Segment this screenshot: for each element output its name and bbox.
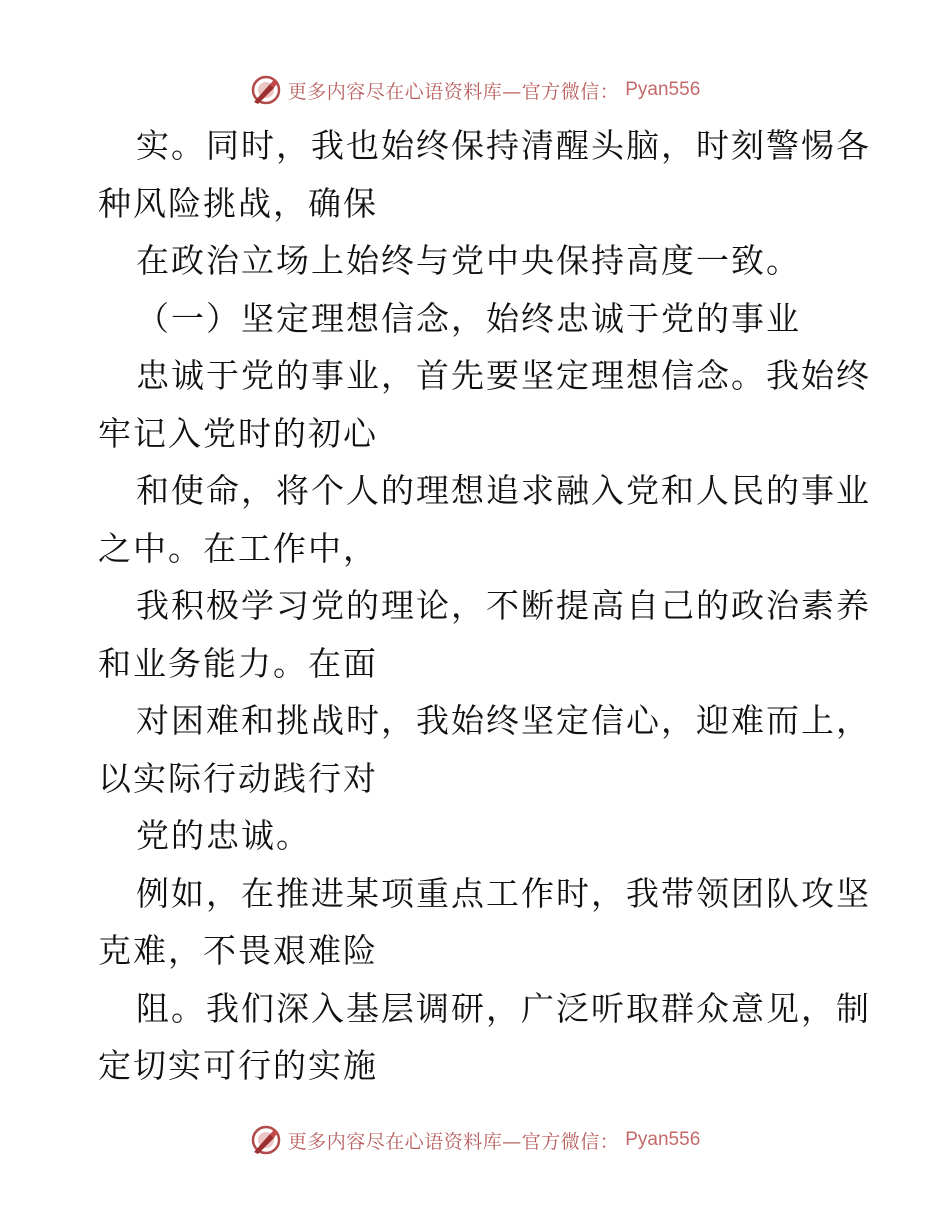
text-line: 牢记入党时的初心 [98,413,378,453]
text-line: 实。同时，我也始终保持清醒头脑，时刻警惕各 [136,126,871,165]
text-line: （一）坚定理想信念，始终忠诚于党的事业 [136,298,801,338]
document-body [98,117,871,1095]
text-line: 对困难和挑战时，我始终坚定信心，迎难而上， [136,701,871,740]
text-line: 克难，不畏艰难险 [98,931,378,970]
text-line: 和业务能力。在面 [98,643,378,683]
text-line: 以实际行动践行对 [98,758,378,798]
text-line: 和使命，将个人的理想追求融入党和人民的事业 [136,471,871,510]
text-line: 阻。我们深入基层调研，广泛听取群众意见，制 [136,988,871,1028]
text-line: 我积极学习党的理论，不断提高自己的政治素养 [136,586,871,625]
pen-logo-icon [250,1124,282,1156]
text-line: 忠诚于党的事业，首先要坚定理想信念。我始终 [136,356,871,395]
header-watermark [0,70,950,110]
text-line: 党的忠诚。 [136,816,311,855]
watermark-wechat-id: Pyan556 [625,79,701,100]
text-line: 之中。在工作中， [98,528,378,568]
watermark-text: 更多内容尽在心语资料库—官方微信： [287,80,620,103]
watermark-text: 更多内容尽在心语资料库—官方微信： [287,1130,620,1153]
text-line: 定切实可行的实施 [98,1046,378,1085]
text-line: 种风险挑战，确保 [98,183,378,223]
text-line: 在政治立场上始终与党中央保持高度一致。 [136,241,801,280]
pen-logo-icon [250,74,282,106]
text-line: 例如，在推进某项重点工作时，我带领团队攻坚 [136,873,871,913]
footer-watermark [0,1120,950,1160]
watermark-wechat-id: Pyan556 [625,1129,701,1150]
